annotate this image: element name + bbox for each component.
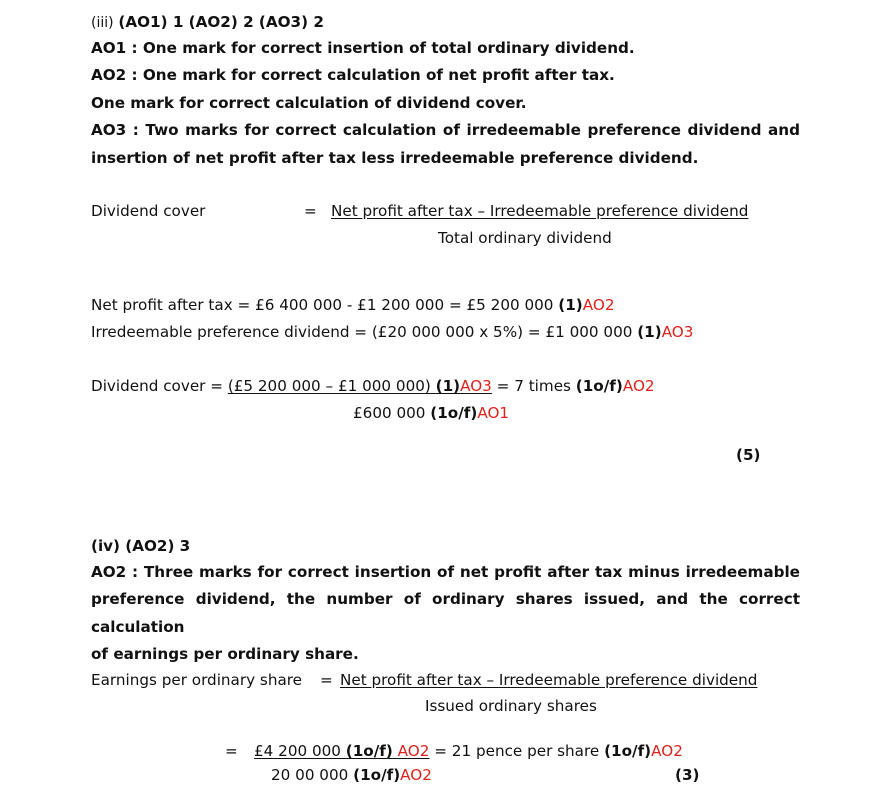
eps-calc	[254, 741, 683, 761]
eps-formula-numerator: Net profit after tax – Irredeemable preference dividend	[340, 671, 758, 689]
mark-label: (1o/f)	[575, 377, 623, 395]
calc-denominator-text: £600 000	[353, 404, 431, 422]
mark-label: (1o/f)	[353, 766, 401, 784]
ao-label: AO2	[651, 742, 683, 760]
criteria-line: One mark for correct calculation of dividend cover.	[91, 93, 527, 112]
criteria-line: insertion of net profit after tax less irredeemable preference dividend.	[91, 148, 699, 167]
ao-label: AO3	[661, 323, 694, 341]
ao-label: AO3	[460, 377, 492, 395]
irredeemable-dividend-line	[91, 322, 693, 342]
ao-label: AO2	[392, 742, 430, 760]
eps-calc-denominator	[271, 765, 432, 785]
section-iv-heading: (iv) (AO2) 3	[91, 537, 191, 555]
irredeemable-dividend-text: Irredeemable preference dividend = (£20 000 000 x 5%) = £1 000 000	[91, 323, 633, 341]
section-iv-criteria	[91, 559, 800, 669]
criteria-line: AO1 : One mark for correct insertion of total ordinary dividend.	[91, 39, 635, 57]
section-iii-total: (5)	[736, 446, 761, 464]
mark-label: (1o/f)	[430, 404, 478, 422]
calc-numerator	[228, 377, 492, 395]
mark-label: (1o/f)	[604, 742, 652, 760]
eps-formula-denominator: Issued ordinary shares	[425, 697, 597, 715]
criteria-line: of earnings per ordinary share.	[91, 645, 359, 664]
eps-calc-denominator-text: 20 00 000	[271, 766, 354, 784]
eps-label: Earnings per ordinary share	[91, 671, 303, 689]
eps-formula-equals: =	[320, 671, 333, 689]
mark-label: (1)	[558, 296, 583, 314]
eps-calc-numerator-text: £4 200 000	[254, 742, 346, 760]
formula-numerator: Net profit after tax – Irredeemable preference dividend	[331, 202, 749, 220]
ao-label: AO1	[477, 404, 510, 422]
section-iv-total: (3)	[675, 766, 700, 784]
ao-label: AO2	[400, 766, 432, 784]
ao-label: AO2	[622, 377, 655, 395]
dividend-cover-denominator	[353, 403, 509, 423]
dividend-cover-label: Dividend cover	[91, 202, 206, 220]
eps-calc-equals: =	[225, 742, 238, 760]
ao-label: AO2	[582, 296, 615, 314]
section-iii-criteria	[91, 35, 800, 172]
eps-calc-numerator	[254, 742, 429, 760]
criteria-line: AO2 : One mark for correct calculation of net profit after tax.	[91, 66, 615, 85]
section-iii-number: (iii)	[91, 15, 114, 31]
eps-calc-result: = 21 pence per share	[429, 742, 605, 760]
mark-label: (1o/f)	[345, 742, 393, 760]
mark-label: (1)	[435, 377, 461, 395]
calc-label: Dividend cover =	[91, 377, 223, 395]
calc-numerator-text: (£5 200 000 – £1 000 000)	[227, 377, 431, 395]
section-iii-heading	[91, 12, 324, 33]
formula-denominator: Total ordinary dividend	[438, 229, 612, 247]
formula-equals: =	[304, 202, 317, 220]
dividend-cover-calc	[91, 376, 655, 396]
criteria-line: AO2 : Three marks for correct insertion of net profit after tax minus irredeemable	[91, 563, 800, 581]
mark-label: (1)	[637, 323, 662, 341]
criteria-line: preference dividend, the number of ordinary shares issued, and the correct calculation	[91, 590, 800, 636]
calc-result: = 7 times	[491, 377, 576, 395]
criteria-line: AO3 : Two marks for correct calculation of irredeemable preference dividend and	[91, 121, 800, 140]
net-profit-text: Net profit after tax = £6 400 000 - £1 200 000 = £5 200 000	[91, 296, 554, 314]
net-profit-line	[91, 295, 615, 315]
section-iii-marks: (AO1) 1 (AO2) 2 (AO3) 2	[118, 13, 324, 31]
